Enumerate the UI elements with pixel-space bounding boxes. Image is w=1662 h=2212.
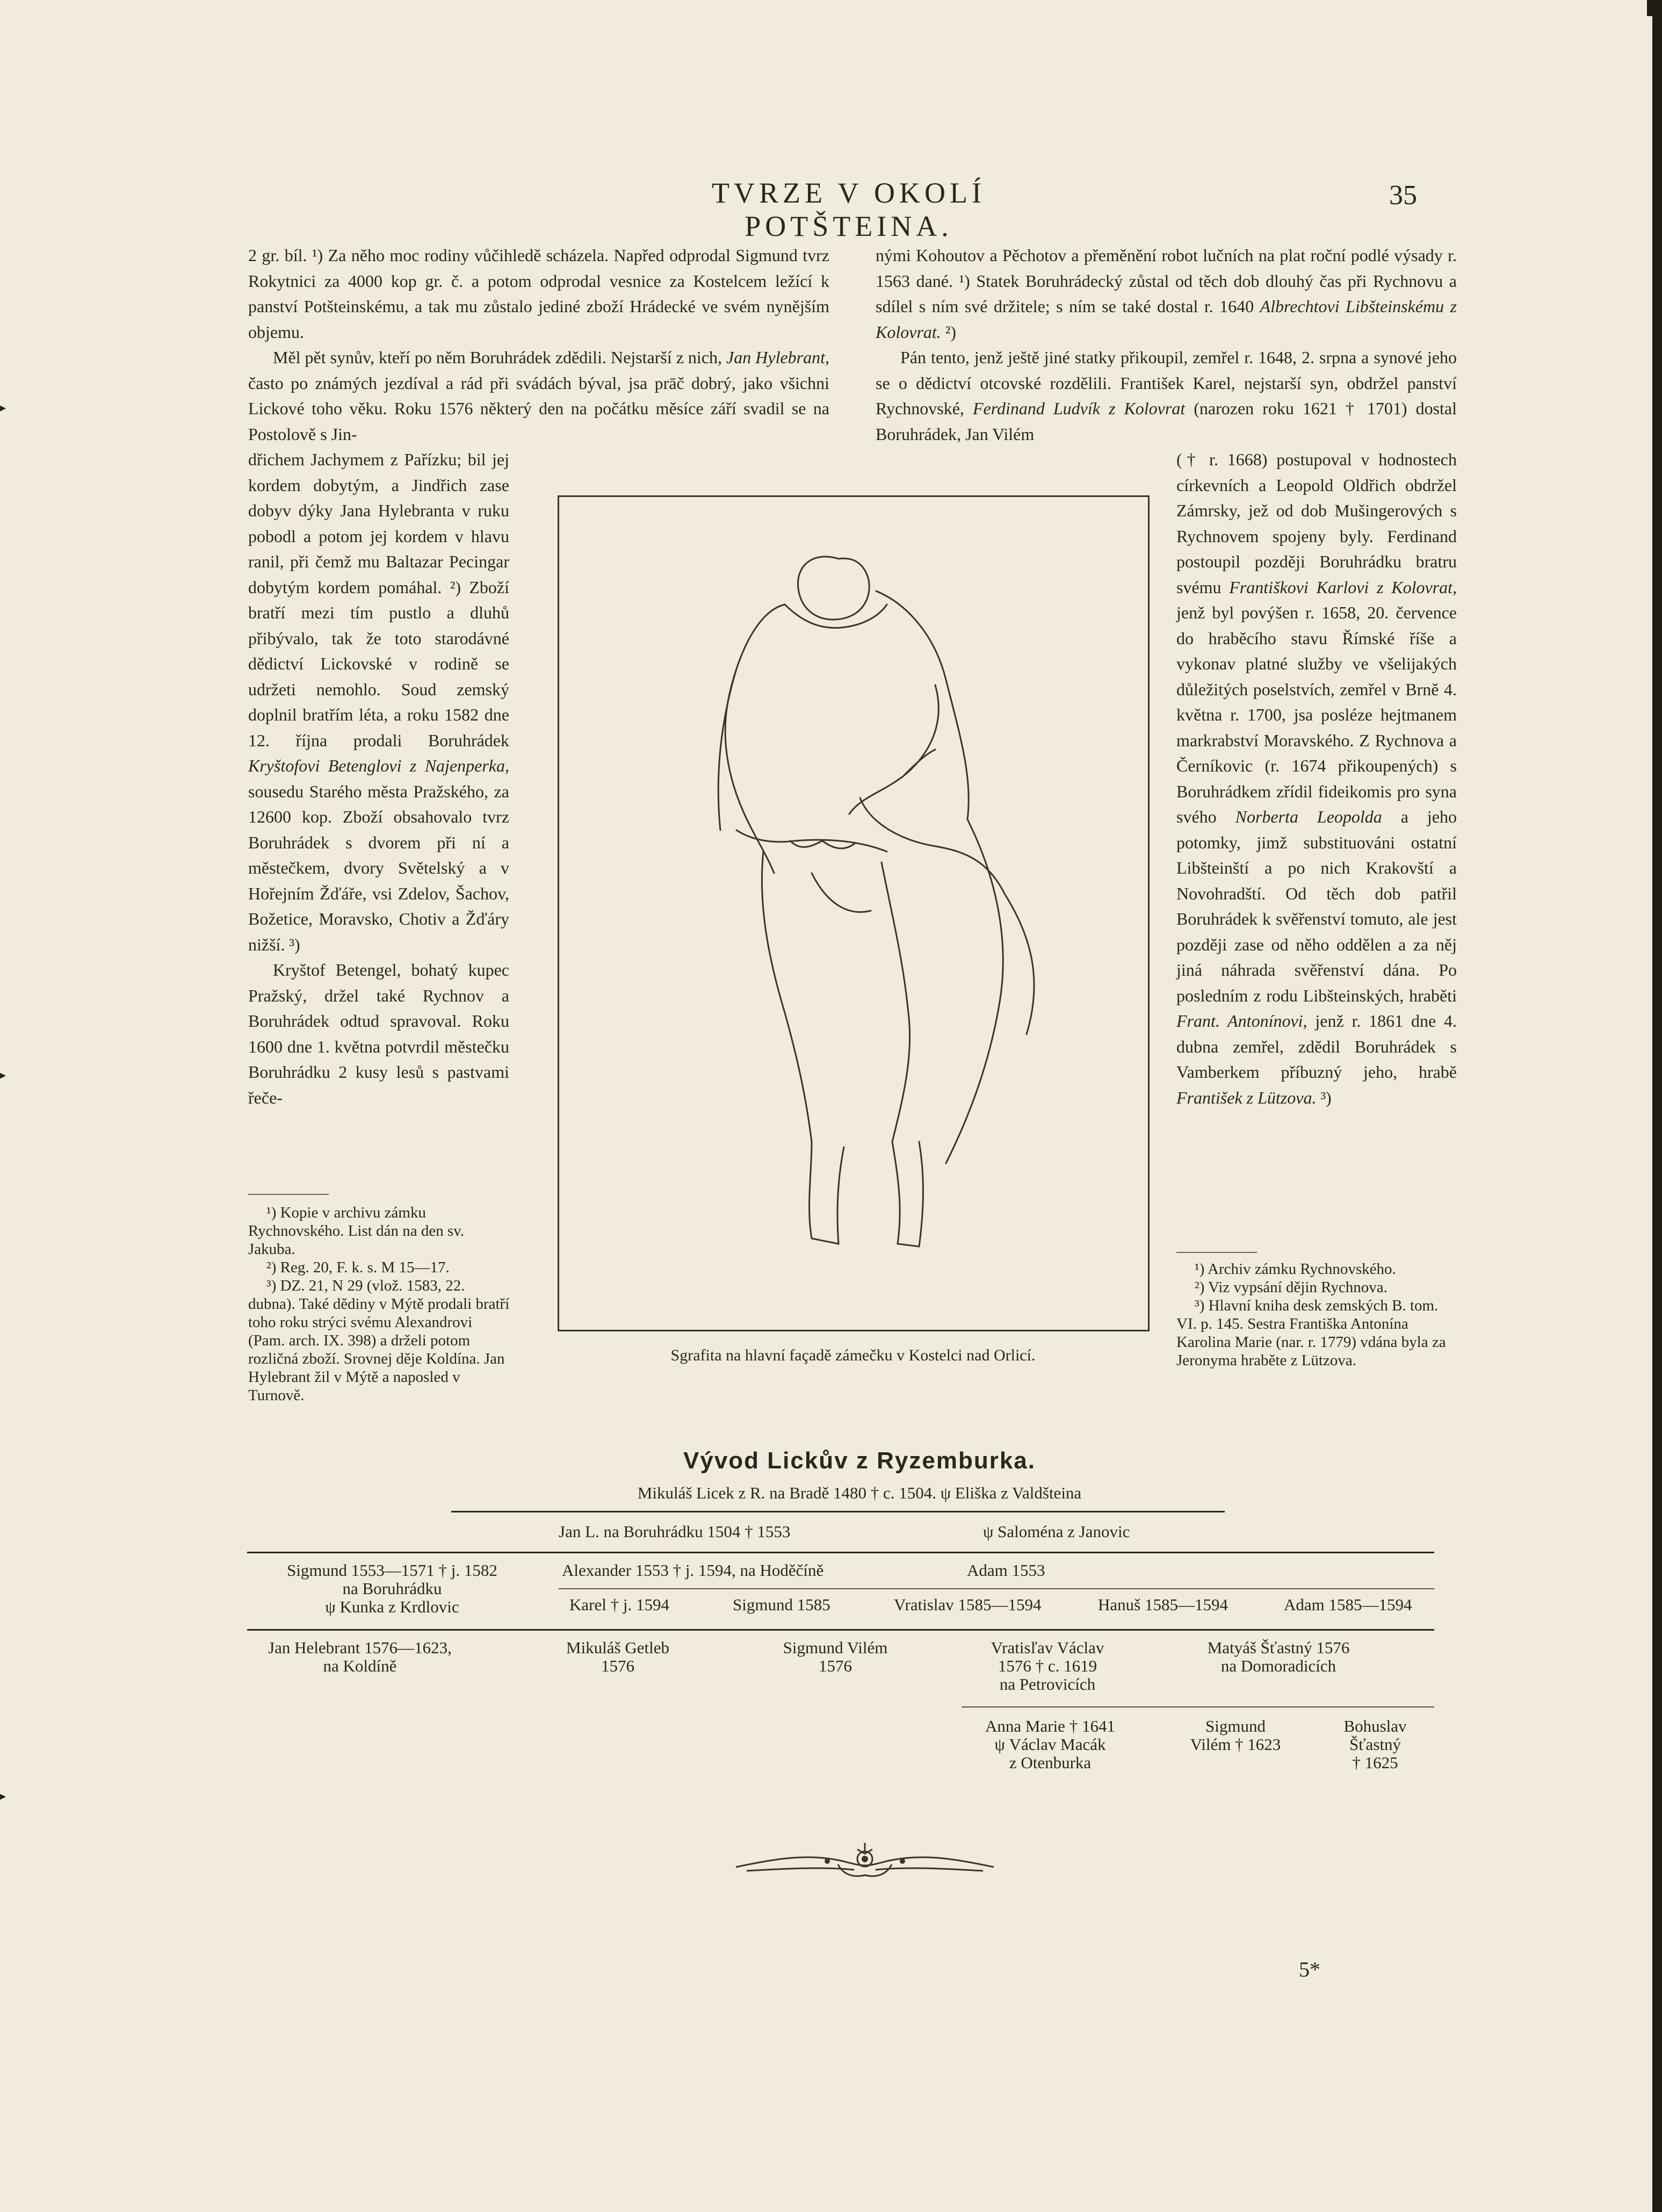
- paragraph: 2 gr. bíl. ¹) Za něho moc rodiny vůčihledě scházela. Napřed odprodal Sigmund tvrz Rokytnici za 4000 kop gr. č. a potom odprodal vesnice za Kostelcem ležící k panství Potšteinskému, a tak mu zůstalo jediné zboží Hrádecké ve svém nynějším objemu.: [248, 246, 829, 342]
- running-header: TVRZE V OKOLÍ POTŠTEINA.: [712, 177, 986, 242]
- genealogy-brace: [247, 1629, 1434, 1631]
- genealogy-entry: Alexander 1553 † j. 1594, na Hoděčíně: [562, 1561, 824, 1580]
- genealogy-entry: Jan L. na Boruhrádku 1504 † 1553: [559, 1522, 791, 1541]
- signature-mark: 5*: [1299, 1957, 1320, 1982]
- genealogy-entry: Hanuš 1585—1594: [1098, 1595, 1228, 1614]
- text-column-right-narrow: [1176, 447, 1457, 1111]
- footnote: ²) Viz vypsání dějin Rychnova.: [1195, 1279, 1388, 1296]
- paragraph: dřichem Jachymem z Pařízku; bil jej kordem dobytým, a Jindřich zase dobyv dýky Jana Hylebranta v ruku pobodl a potom jej kordem v hlavu ranil, při čemž mu Baltazar Pecingar dobytým kordem pomáhal. ²) Zboží bratří mezi tím pustlo a dluhů přibývalo, tak že toto starodávné dědictví Lickovské v rodině se udržeti nemohlo. Soud zemský doplnil bratřím léta, a roku 1582 dne 12. října prodali Boruhrádek Kryštofovi Betenglovi z Najenperka, sousedu Starého města Pražského, za 12600 kop. Zboží obsahovalo tvrz Boruhrádek s dvorem při ní a městečkem, dvory Světelský a v Hořejním Žďáře, vsi Zdelov, Šachov, Božetice, Moravsko, Chotiv a Žďáry nižší. ³): [248, 450, 509, 954]
- paragraph: Pán tento, jenž ještě jiné statky přikoupil, zemřel r. 1648, 2. srpna a synové jeho se o dědictví otcovské rozdělili. František Karel, nejstarší syn, obdržel panství Rychnovské, Ferdinand Ludvík z Kolovrat (narozen roku 1621 † 1701) dostal Boruhrádek, Jan Vilém: [876, 348, 1457, 444]
- genealogy-entry: Mikuláš Getleb 1576: [566, 1638, 669, 1675]
- genealogy-brace: [247, 1552, 1434, 1553]
- footnote: ¹) Kopie v archivu zámku Rychnovského. List dán na den sv. Jakuba.: [248, 1204, 465, 1258]
- footnotes-left: [248, 1204, 511, 1404]
- genealogy-entry: Bohuslav Šťastný † 1625: [1343, 1717, 1407, 1772]
- genealogy-entry: Matyáš Šťastný 1576 na Domoradicích: [1207, 1638, 1350, 1675]
- genealogy-entry: Jan Helebrant 1576—1623, na Koldíně: [268, 1638, 452, 1675]
- ornament-icon: [731, 1838, 999, 1886]
- genealogy-entry: Vratisľav Václav 1576 † c. 1619 na Petrovicích: [991, 1638, 1104, 1694]
- genealogy-entry: Sigmund Vilém † 1623: [1190, 1717, 1281, 1754]
- genealogy-brace: [559, 1588, 1434, 1589]
- margin-mark: ▸: [0, 401, 6, 414]
- footnote-rule: [248, 1194, 329, 1195]
- paragraph: nými Kohoutov a Pěchotov a přeměnění robot lučních na plat roční podlé výsady r. 1563 dané. ¹) Statek Boruhrádecký zůstal od těch dob dlouhý čas při Rychnovu a sdílel s ním své držitele; s ním se také dostal r. 1640 Albrechtovi Libšteinskému z Kolovrat. ²): [876, 246, 1457, 342]
- genealogy-entry: Adam 1553: [967, 1561, 1045, 1580]
- genealogy-brace: [962, 1706, 1434, 1707]
- sgraffito-illustration: [558, 495, 1150, 1331]
- paragraph: Kryštof Betengel, bohatý kupec Pražský, držel také Rychnov a Boruhrádek odtud spravoval. Roku 1600 dne 1. května potvrdil městečku Boruhrádku 2 kusy lesů s pastvami řeče-: [248, 960, 509, 1107]
- genealogy-entry: Karel † j. 1594: [569, 1595, 669, 1614]
- footnote: ³) DZ. 21, N 29 (vlož. 1583, 22. dubna). Také dědiny v Mýtě prodali bratří toho roku strýci svému Alexandrovi (Pam. arch. IX. 398) a drželi potom rozličná zboží. Srovnej děje Koldína. Jan Hylebrant žil v Mýtě a naposled v Turnově.: [248, 1277, 510, 1404]
- figure-drawing: [559, 497, 1148, 1330]
- paragraph: Měl pět synův, kteří po něm Boruhrádek zdědili. Nejstarší z nich, Jan Hylebrant, často po známých jezdíval a rád při svádách býval, jsa prāč dobrý, jako všichni Lickové toho věku. Roku 1576 některý den na počátku měsíce září svadil se na Postolově s Jin-: [248, 348, 830, 444]
- genealogy-entry: Vratislav 1585—1594: [894, 1595, 1042, 1614]
- text-column-left-narrow: [248, 447, 509, 1111]
- page-corner: [1647, 0, 1662, 16]
- genealogy-root: Mikuláš Licek z R. na Bradě 1480 † c. 1504. ψ Eliška z Valdšteina: [637, 1483, 1082, 1502]
- genealogy-entry: Sigmund 1553—1571 † j. 1582 na Boruhrádku ψ Kunka z Krdlovic: [287, 1561, 497, 1616]
- text-column-right: [876, 243, 1457, 447]
- margin-mark: ▸: [0, 1068, 6, 1082]
- genealogy-entry: Sigmund Vilém 1576: [783, 1638, 888, 1675]
- genealogy-title: Vývod Lickův z Ryzemburka.: [683, 1447, 1036, 1474]
- genealogy-entry: Sigmund 1585: [733, 1595, 830, 1614]
- genealogy-entry: Adam 1585—1594: [1284, 1595, 1412, 1614]
- footnote: ²) Reg. 20, F. k. s. M 15—17.: [266, 1259, 450, 1276]
- paragraph: († r. 1668) postupoval v hodnostech církevních a Leopold Oldřich obdržel Zámrsky, jež od dob Mušingerových s Rychnovem spojeny byly. Ferdinand postoupil později Boruhrádku bratru svému Františkovi Karlovi z Kolovrat, jenž byl povýšen r. 1658, 20. července do hraběcího stavu Římské říše a vykonav platné služby ve všelijakých důležitých poselstvích, zemřel v Brně 4. května r. 1700, jsa posléze hejtmanem markrabství Moravského. Z Rychnova a Černíkovic (r. 1674 přikoupených) s Boruhrádkem zřídil fideikomis pro syna svého Norberta Leopolda a jeho potomky, jimž substituováni ostatní Libšteinští a po nich Krakovští a Novohradští. Od těch dob patřil Boruhrádek k svěřenství tomuto, ale jest později zase od něho oddělen a za něj jiná náhrada svěřenství dána. Po posledním z rodu Libšteinských, hraběti Frant. Antonínovi, jenž r. 1861 dne 4. dubna zemřel, zdědil Boruhrádek s Vamberkem příbuzný jeho, hrabě František z Lützova. ³): [1176, 450, 1457, 1107]
- footnote: ¹) Archiv zámku Rychnovského.: [1195, 1260, 1396, 1278]
- text-column-left: [248, 243, 829, 447]
- genealogy-entry: ψ Saloména z Janovic: [983, 1522, 1130, 1541]
- footnotes-right: [1176, 1260, 1457, 1370]
- genealogy-brace: [451, 1511, 1225, 1512]
- footnote-rule: [1176, 1252, 1257, 1253]
- illustration-caption: Sgrafita na hlavní façadě zámečku v Kostelci nad Orlicí.: [670, 1346, 1036, 1364]
- margin-mark: ▸: [0, 1789, 6, 1803]
- page-number: 35: [1389, 180, 1417, 211]
- genealogy-entry: Anna Marie † 1641 ψ Václav Macák z Otenburka: [985, 1717, 1115, 1772]
- page-edge: [1652, 0, 1662, 2212]
- footnote: ³) Hlavní kniha desk zemských B. tom. VI. p. 145. Sestra Františka Antonína Karolina Marie (nar. r. 1779) vdána byla za Jeronyma hraběte z Lützova.: [1176, 1297, 1446, 1369]
